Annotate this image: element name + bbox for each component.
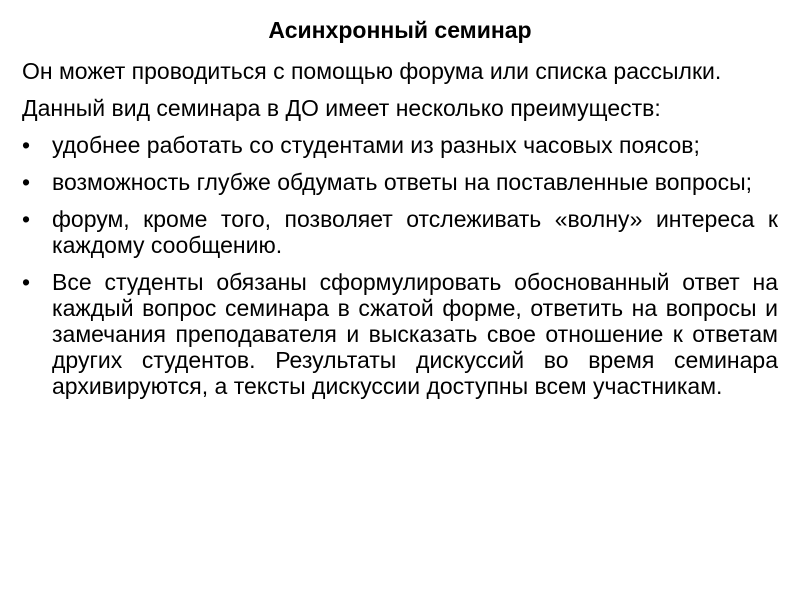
paragraph-advantages — [22, 95, 778, 121]
bullet-item — [22, 206, 778, 258]
bullet-text: возможность глубже обдумать ответы на поставленные вопросы; — [52, 169, 753, 195]
bullet-mark: • — [22, 169, 31, 195]
bullet-mark: • — [22, 269, 31, 295]
bullet-mark: • — [22, 132, 31, 158]
bullet-text: удобнее работать со студентами из разных часовых поясов; — [52, 132, 700, 158]
bullet-mark: • — [22, 206, 31, 232]
paragraph-intro — [22, 58, 778, 84]
slide-content — [22, 58, 778, 410]
bullet-item — [22, 132, 778, 158]
bullet-item — [22, 169, 778, 195]
slide-title: Асинхронный семинар — [268, 17, 532, 43]
bullet-item — [22, 269, 778, 399]
bullet-text: Все студенты обязаны сформулировать обоснованный ответ на каждый вопрос семинара в сжатой форме, ответить на вопросы и замечания преподавателя и высказать свое отношение к ответам других студентов. Результаты дискуссий во время семинара архивируются, а тексты дискуссии доступны всем участникам. — [52, 269, 778, 399]
paragraph-text: Данный вид семинара в ДО имеет несколько преимуществ: — [22, 95, 661, 121]
bullet-text: форум, кроме того, позволяет отслеживать «волну» интереса к каждому сообщению. — [52, 206, 778, 258]
paragraph-text: Он может проводиться с помощью форума или списка рассылки. — [22, 58, 722, 84]
